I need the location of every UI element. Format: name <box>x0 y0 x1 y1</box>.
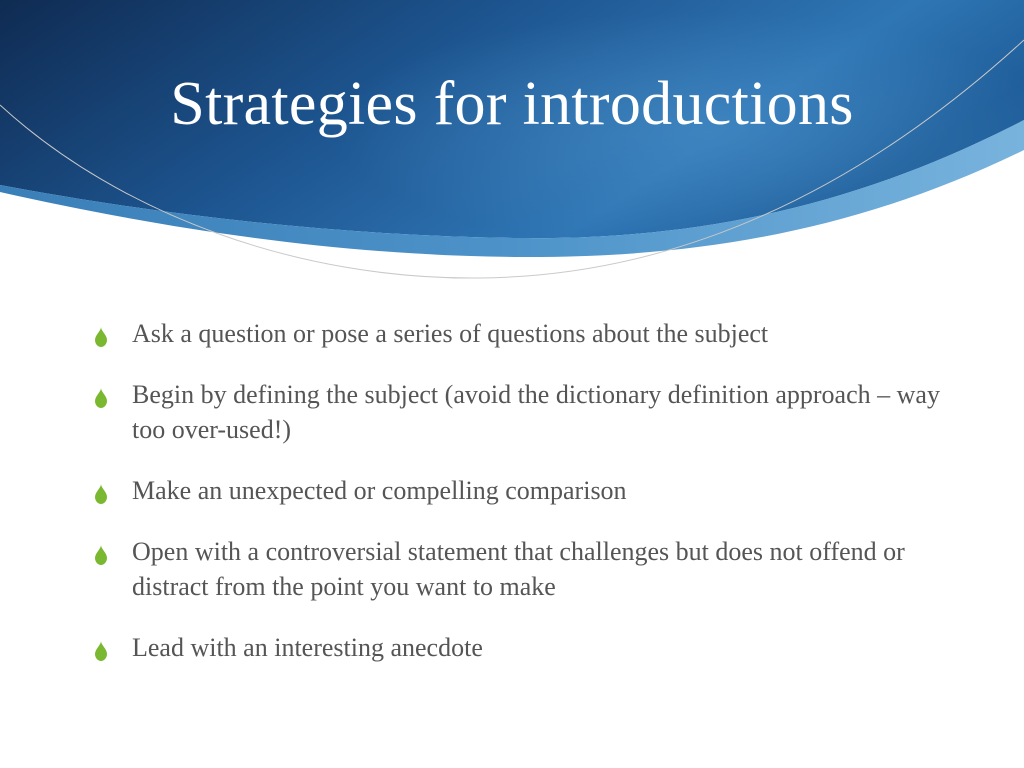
green-droplet-icon <box>94 641 108 661</box>
bullet-text: Make an unexpected or compelling comparison <box>132 476 627 505</box>
bullet-text: Begin by defining the subject (avoid the dictionary definition approach – way too over-used!) <box>132 380 940 444</box>
bullet-item <box>90 473 940 508</box>
bullet-text: Ask a question or pose a series of questions about the subject <box>132 319 769 348</box>
header-wave-background <box>0 0 1024 300</box>
bullet-text: Open with a controversial statement that challenges but does not offend or distract from the point you want to make <box>132 537 905 601</box>
green-droplet-icon <box>94 545 108 565</box>
bullet-item <box>90 630 940 665</box>
slide-title: Strategies for introductions <box>170 70 854 138</box>
green-droplet-icon <box>94 327 108 347</box>
bullet-list <box>90 316 940 691</box>
green-droplet-icon <box>94 388 108 408</box>
bullet-text: Lead with an interesting anecdote <box>132 633 483 662</box>
bullet-item <box>90 316 940 351</box>
green-droplet-icon <box>94 484 108 504</box>
bullet-item <box>90 534 940 604</box>
bullet-item <box>90 377 940 447</box>
